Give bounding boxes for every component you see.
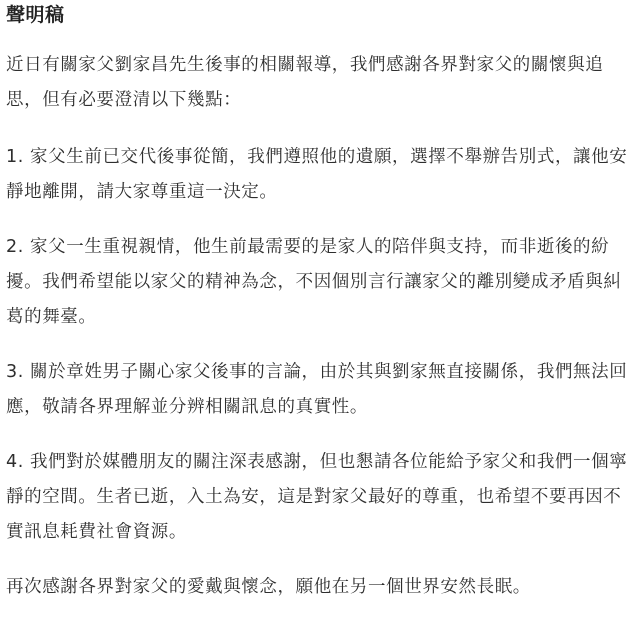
closing-paragraph: 再次感謝各界對家父的愛戴與懷念，願他在另一個世界安然長眠。	[6, 577, 531, 597]
point-3-paragraph: 3. 關於章姓男子關心家父後事的言論，由於其與劉家無直接關係，我們無法回應，敬請各界理解並分辨相關訊息的真實性。	[6, 362, 628, 417]
document-title: 聲明稿	[6, 4, 65, 26]
intro-paragraph: 近日有關家父劉家昌先生後事的相關報導，我們感謝各界對家父的關懷與追思，但有必要澄清以下幾點：	[6, 55, 604, 110]
point-1-paragraph: 1. 家父生前已交代後事從簡，我們遵照他的遺願，選擇不舉辦告別式，讓他安靜地離開，請大家尊重這一決定。	[6, 147, 628, 202]
point-2-paragraph: 2. 家父一生重視親情，他生前最需要的是家人的陪伴與支持，而非逝後的紛擾。我們希望能以家父的精神為念，不因個別言行讓家父的離別變成矛盾與糾葛的舞臺。	[6, 237, 622, 327]
point-4-paragraph: 4. 我們對於媒體朋友的關注深表感謝，但也懇請各位能給予家父和我們一個寧靜的空間。生者已逝，入土為安，這是對家父最好的尊重，也希望不要再因不實訊息耗費社會資源。	[6, 452, 628, 542]
